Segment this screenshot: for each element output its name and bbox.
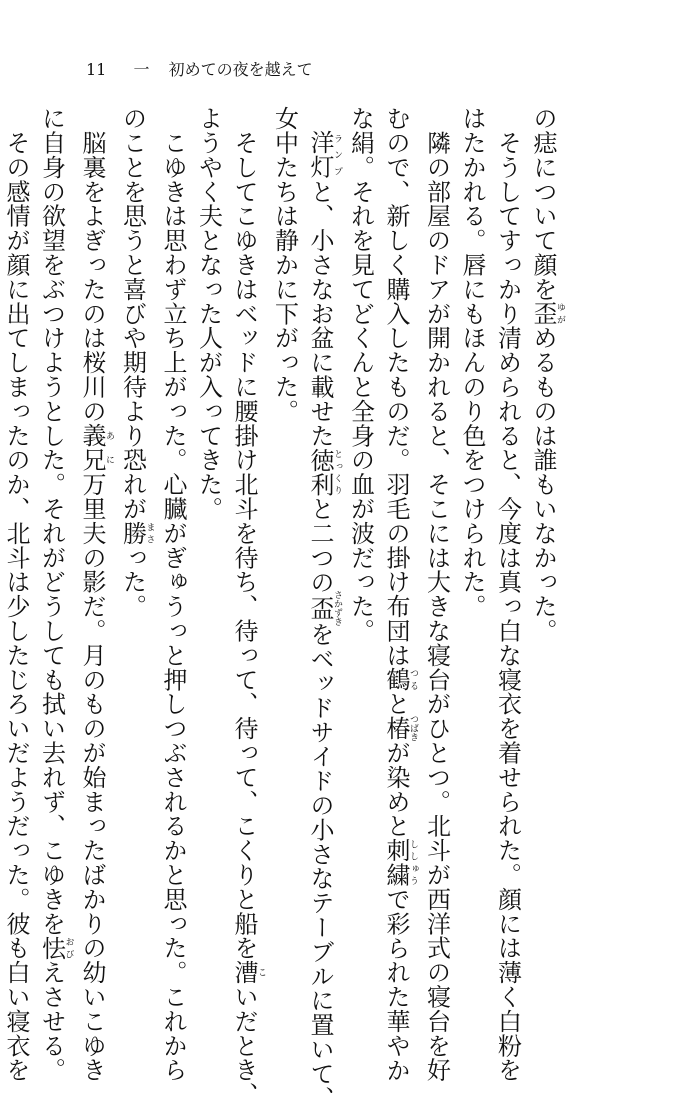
- ruby-reading: まさ: [144, 520, 155, 546]
- text-line: [190, 106, 226, 966]
- ruby-reading: ランプ: [332, 130, 342, 180]
- ruby-word: [382, 667, 418, 692]
- text-line: [418, 106, 454, 1082]
- text-run: 隣の部屋のドアが開かれると、そこには大きな寝台がひとつ。北斗が西洋式の寝台を好: [422, 106, 451, 1082]
- ruby-base: 漕: [230, 960, 258, 985]
- page-number: 11: [86, 60, 107, 79]
- text-run: のことを思うと喜びや期待より恐れが: [118, 106, 147, 521]
- text-line: [33, 106, 74, 1083]
- ruby-base: 盃: [306, 590, 334, 627]
- text-run: で彩られた華やか: [382, 886, 410, 1083]
- text-run: ようやく夫となった人が入ってきた。: [194, 106, 223, 521]
- chapter-title: 初めての夜を越えて: [168, 60, 313, 79]
- ruby-word: [382, 714, 418, 742]
- ruby-base: 義兄: [78, 423, 106, 473]
- text-line: [378, 106, 419, 1083]
- text-line: [74, 106, 115, 1083]
- ruby-base: 歪: [529, 301, 557, 326]
- text-run: と二つの: [306, 496, 334, 595]
- text-run: そうしてすっかり清められると、今度は真っ白な寝衣を着せられた。顔には薄く白粉を: [493, 106, 522, 1082]
- text-line: [155, 106, 191, 1082]
- text-run: と: [382, 691, 410, 717]
- ruby-base: 鶴: [382, 667, 410, 692]
- text-run: いだとき、: [230, 984, 258, 1107]
- text-run: めるものは誰もいなかった。: [529, 325, 557, 643]
- text-run: に自身の欲望をぶつけようとした。それがどうしても拭い去れず、こゆきを: [37, 106, 66, 936]
- ruby-reading: ししゅう: [408, 838, 418, 887]
- ruby-base: 刺繍: [382, 838, 410, 887]
- text-line: [342, 106, 378, 966]
- text-line: [489, 106, 525, 1082]
- text-run: をベッドサイドの小さなテーブルに置いて、: [306, 622, 334, 1110]
- text-run: はたかれる。唇にもほんのり色をつけられた。: [458, 106, 486, 619]
- ruby-word: [529, 301, 565, 326]
- text-run: 女中たちは静かに下がった。: [270, 106, 299, 424]
- text-run: そしてこゆきはベッドに腰掛け北斗を待ち、待って、待って、こくりと船を: [230, 106, 258, 960]
- text-run: むので、新しく購入したものだ。羽毛の掛け布団は: [382, 106, 410, 668]
- ruby-reading: さかずき: [332, 590, 342, 627]
- ruby-word: [306, 130, 342, 180]
- text-line: [454, 106, 490, 966]
- ruby-reading: とっくり: [332, 447, 342, 497]
- ruby-word: [118, 520, 155, 546]
- ruby-reading: こ: [256, 960, 266, 985]
- ruby-base: 徳利: [306, 447, 334, 497]
- text-run: 脳裏をよぎったのは桜川の: [78, 106, 106, 424]
- text-run: 万里夫の影だ。月のものが始まったばかりの幼いこゆき: [78, 472, 106, 1083]
- ruby-reading: つばき: [408, 714, 418, 742]
- ruby-base: 椿: [382, 714, 410, 742]
- ruby-word: [306, 590, 342, 627]
- ruby-word: [37, 935, 74, 961]
- ruby-word: [382, 838, 418, 887]
- text-run: えさせる。: [37, 960, 66, 1083]
- text-run: その感情が顔に出てしまったのか、北斗は少したじろいだようだった。彼も白い寝衣を: [2, 106, 30, 1082]
- text-line: [114, 106, 155, 966]
- body-text: [0, 106, 565, 1110]
- text-run: が染めと: [382, 740, 410, 839]
- text-line: [525, 106, 566, 966]
- ruby-word: [78, 423, 114, 473]
- text-line: [266, 106, 302, 966]
- ruby-base: 怯: [37, 935, 66, 961]
- ruby-base: 勝: [118, 520, 147, 546]
- text-run: [306, 106, 334, 130]
- ruby-base: 洋灯: [306, 130, 334, 180]
- ruby-reading: おび: [63, 935, 74, 960]
- ruby-word: [230, 960, 266, 985]
- text-line: [302, 106, 343, 1110]
- text-run: った。: [118, 545, 147, 619]
- ruby-word: [306, 447, 342, 497]
- text-run: の痣について顔を: [529, 106, 557, 302]
- ruby-reading: あに: [104, 423, 114, 473]
- text-line: [0, 106, 33, 1082]
- text-run: と、小さなお盆に載せた: [306, 179, 334, 448]
- running-head: [86, 60, 327, 80]
- ruby-reading: つる: [408, 667, 418, 692]
- chapter-mark: 一: [133, 60, 150, 79]
- ruby-reading: ゆが: [555, 301, 565, 326]
- text-run: な絹。それを見てどくんと全身の血が波だった。: [346, 106, 375, 643]
- text-line: [226, 106, 267, 1107]
- text-run: こゆきは思わず立ち上がった。心臓がぎゅうっと押しつぶされるかと思った。これから: [159, 106, 187, 1082]
